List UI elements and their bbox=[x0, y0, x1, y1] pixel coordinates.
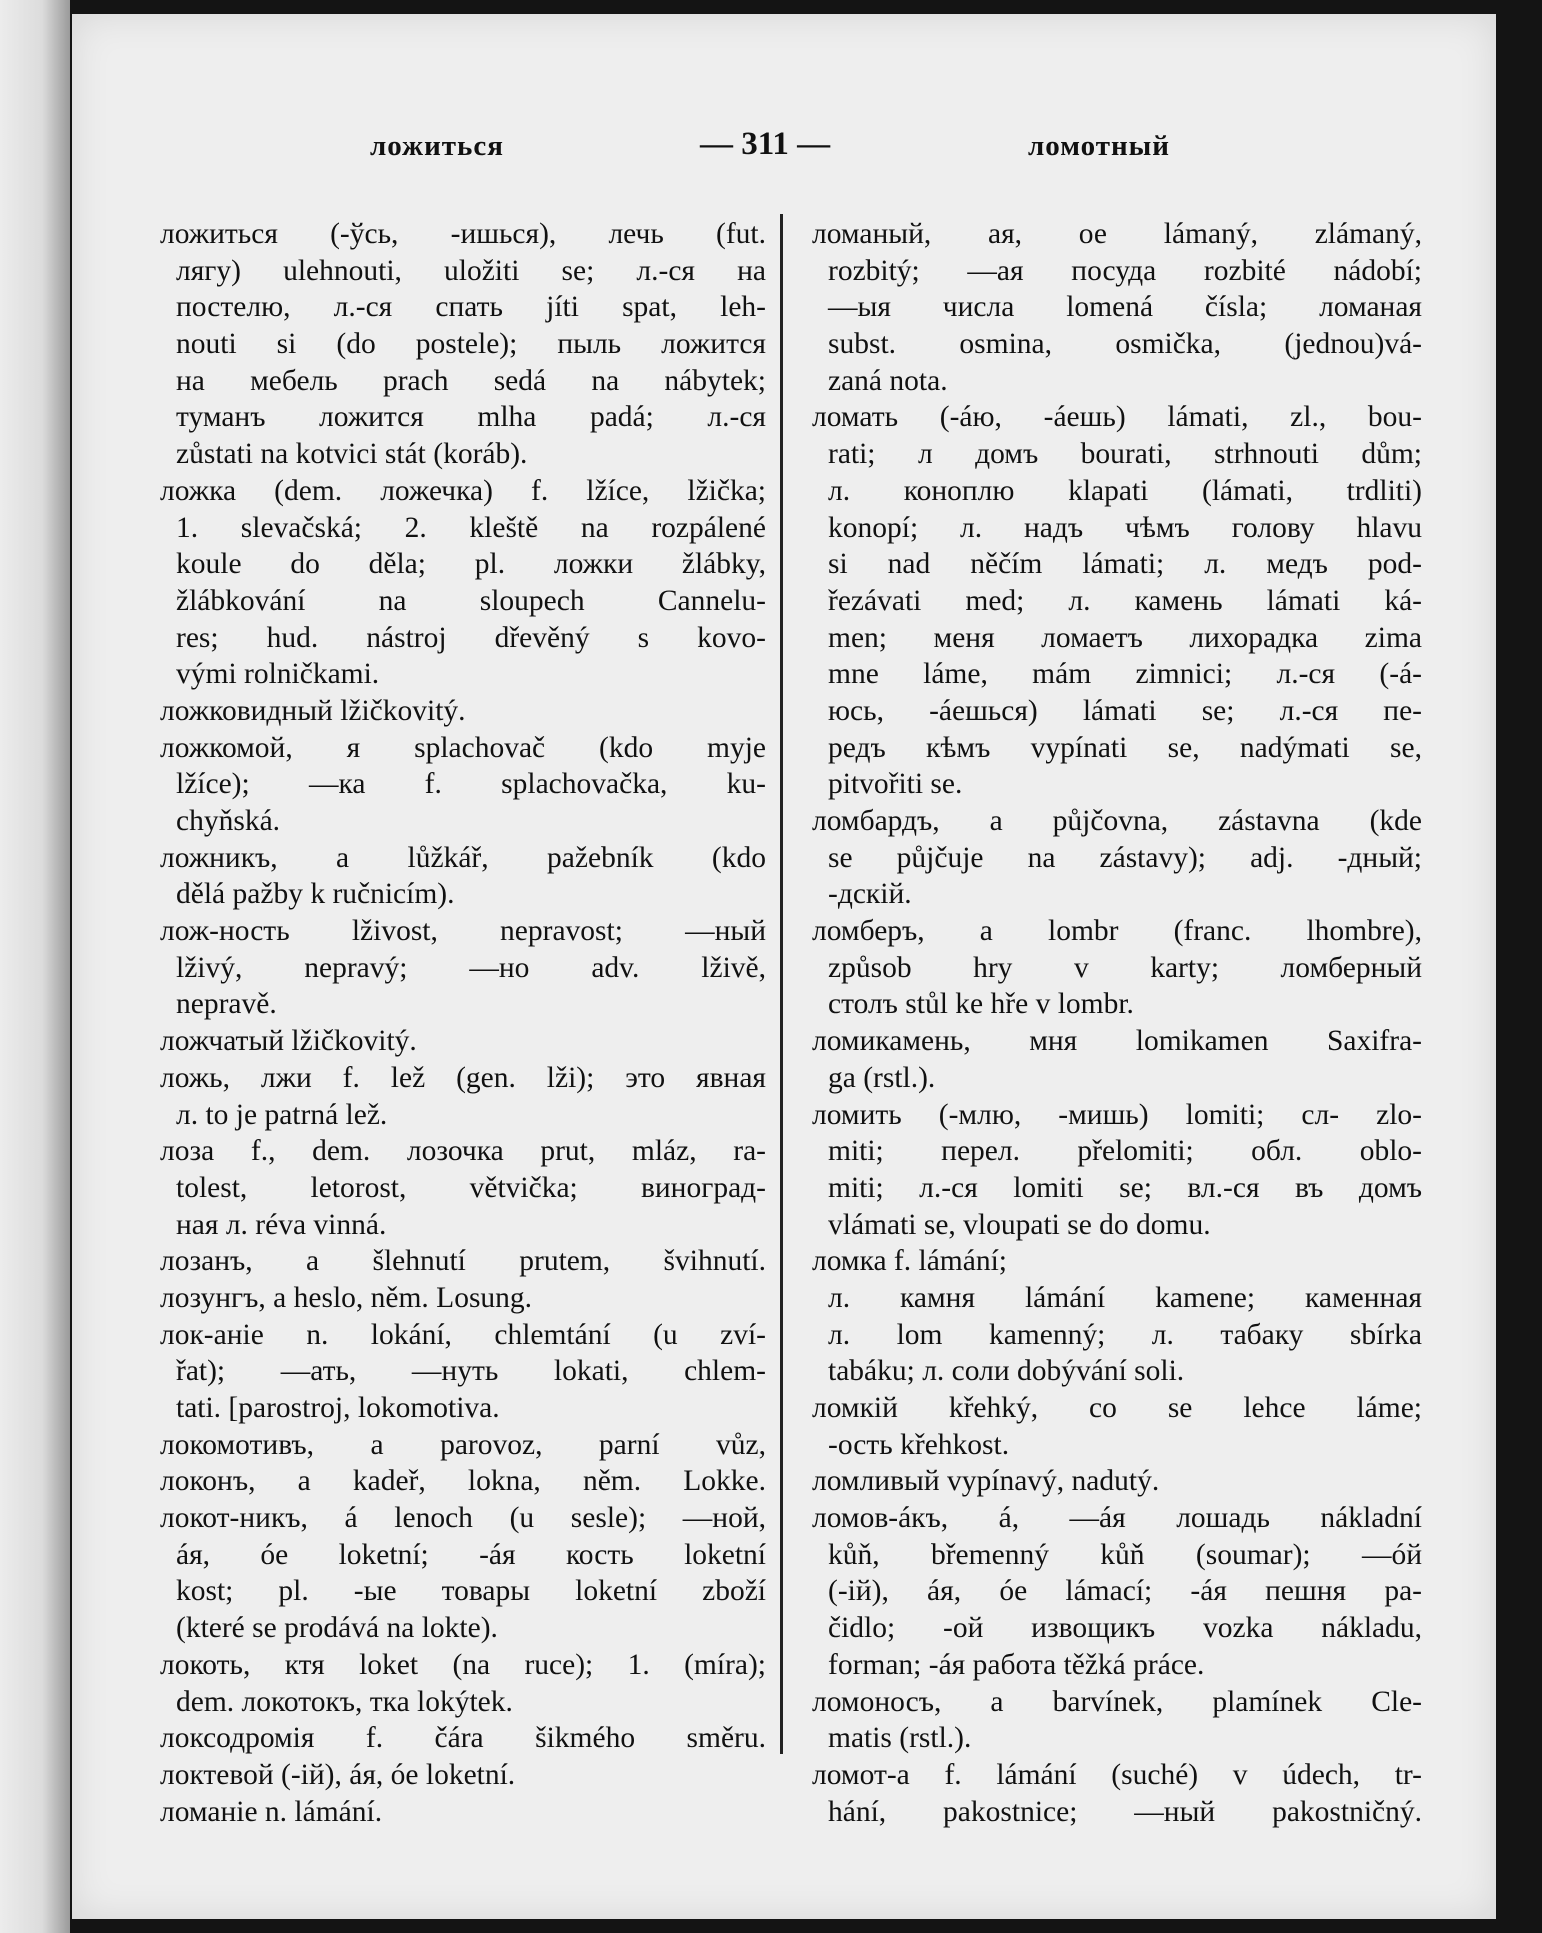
entry-line: ломикамень, мня lomikamen Saxifra- bbox=[812, 1025, 1422, 1058]
entry-line: dem. локотокъ, тка lokýtek. bbox=[176, 1685, 513, 1718]
entry-line: лож-ность lživost, nepravost; —ный bbox=[160, 915, 766, 948]
entry-line: forman; -áя работа těžká práce. bbox=[828, 1648, 1205, 1681]
entry-line: на мебель prach sedá na nábytek; bbox=[176, 364, 766, 397]
entry-line: konopí; л. надъ чѣмъ голову hlavu bbox=[828, 511, 1422, 544]
right-column bbox=[812, 216, 1422, 1830]
entry-line: туманъ ложится mlha padá; л.-ся bbox=[176, 401, 766, 434]
entry-line: лозанъ, а šlehnutí prutem, švihnutí. bbox=[160, 1245, 766, 1278]
entry-line: локсодромія f. čára šikmého směru. bbox=[160, 1722, 766, 1755]
entry-line: ломкій křehký, co se lehce láme; bbox=[812, 1392, 1422, 1424]
entry-line: ложка (dem. ложечка) f. lžíce, lžička; bbox=[160, 474, 766, 507]
entry-line: vlámati se, vloupati se do domu. bbox=[828, 1208, 1211, 1241]
entry-line: tolest, letorost, větvička; виноград- bbox=[176, 1171, 766, 1204]
entry-line: áя, óе loketní; -áя кость loketní bbox=[176, 1538, 766, 1571]
entry-line: způsob hry v karty; ломберный bbox=[828, 951, 1422, 984]
entry-line: редъ кѣмъ vypínati se, nadýmati se, bbox=[828, 731, 1422, 764]
entry-line: ложчатый lžičkovitý. bbox=[160, 1025, 417, 1058]
entry-line: rati; л домъ bourati, strhnouti dům; bbox=[828, 438, 1422, 471]
entry-line: лягу) ulehnouti, uložiti se; л.-ся на bbox=[176, 254, 766, 287]
entry-line: —ыя числа lomená čísla; ломаная bbox=[828, 291, 1422, 324]
header-left-guideword: ложиться bbox=[370, 130, 504, 162]
entry-line: (-ій), áя, óе lámací; -áя пешня pa- bbox=[828, 1575, 1422, 1608]
entry-line: (které se prodává na lokte). bbox=[176, 1612, 498, 1645]
entry-line: rozbitý; —ая посуда rozbité nádobí; bbox=[828, 254, 1422, 287]
entry-line: ломать (-áю, -áешь) lámati, zl., bou- bbox=[812, 401, 1422, 434]
entry-line: локомотивъ, a parovoz, parní vůz, bbox=[160, 1428, 766, 1461]
entry-line: řezávati med; л. камень lámati ká- bbox=[828, 584, 1422, 617]
entry-line: 1. slevačská; 2. kleště na rozpálené bbox=[176, 511, 766, 544]
entry-line: ломаніе n. lámání. bbox=[160, 1795, 383, 1828]
entry-line: л. камня lámání kamene; каменная bbox=[828, 1281, 1422, 1314]
entry-line: řat); —ать, —нуть lokati, chlem- bbox=[176, 1355, 766, 1388]
entry-line: mne láme, mám zimnici; л.-ся (-á- bbox=[828, 658, 1422, 691]
entry-line: ломаный, ая, ое lámaný, zlámaný, bbox=[812, 218, 1422, 250]
entry-line: ложковидный lžičkovitý. bbox=[160, 694, 466, 727]
dictionary-page bbox=[72, 14, 1496, 1919]
entry-line: zaná nota. bbox=[828, 364, 948, 397]
entry-line: локтевой (-ій), áя, óе loketní. bbox=[160, 1758, 516, 1791]
entry-line: ga (rstl.). bbox=[828, 1061, 936, 1094]
entry-line: miti; л.-ся lomiti se; вл.-ся въ домъ bbox=[828, 1171, 1422, 1204]
entry-line: л. lom kamenný; л. табаку sbírka bbox=[828, 1318, 1422, 1351]
entry-line: res; hud. nástroj dřevěný s kovo- bbox=[176, 621, 766, 654]
entry-line: ложникъ, а lůžkář, pažebník (kdo bbox=[160, 841, 766, 874]
entry-line: ломить (-млю, -мишь) lomiti; сл- zlo- bbox=[812, 1098, 1422, 1131]
header-right-guideword: ломотный bbox=[1028, 130, 1171, 162]
entry-line: ломберъ, а lombr (franc. lhombre), bbox=[812, 915, 1422, 948]
page-header bbox=[72, 126, 1496, 170]
entry-line: лок-аніе n. lokání, chlemtání (u zví- bbox=[160, 1318, 766, 1351]
previous-page-edge bbox=[0, 0, 70, 1933]
entry-line: ломка f. lámání; bbox=[812, 1245, 1007, 1278]
entry-line: tati. [parostroj, lokomotiva. bbox=[176, 1392, 500, 1424]
entry-line: л. коноплю klapati (lámati, trdliti) bbox=[828, 474, 1422, 507]
entry-line: л. to je patrná lež. bbox=[176, 1098, 388, 1131]
entry-line: men; меня ломаетъ лихорадка zima bbox=[828, 621, 1422, 654]
entry-line: vými rolničkami. bbox=[176, 658, 380, 691]
entry-line: tabáku; л. соли dobývání soli. bbox=[828, 1355, 1185, 1388]
column-divider bbox=[780, 214, 783, 1754]
entry-line: nepravě. bbox=[176, 988, 277, 1021]
entry-line: kůň, břemenný kůň (soumar); —óй bbox=[828, 1538, 1422, 1571]
entry-line: юсь, -áешься) lámati se; л.-ся пе- bbox=[828, 694, 1422, 727]
entry-line: subst. osmina, osmička, (jednou)vá- bbox=[828, 328, 1422, 361]
entry-line: локоть, ктя loket (na ruce); 1. (míra); bbox=[160, 1648, 766, 1681]
entry-line: ломот-а f. lámání (suché) v údech, tr- bbox=[812, 1758, 1422, 1791]
entry-line: si nad něčím lámati; л. медъ pod- bbox=[828, 548, 1422, 581]
entry-line: локонъ, а kadeř, lokna, něm. Lokke. bbox=[160, 1465, 766, 1498]
entry-line: čidlo; -ой извощикъ vozka nákladu, bbox=[828, 1612, 1422, 1645]
entry-line: лозунгъ, а heslo, něm. Losung. bbox=[160, 1281, 533, 1314]
entry-line: chyňská. bbox=[176, 805, 281, 837]
entry-line: ломоносъ, а barvínek, plamínek Cle- bbox=[812, 1685, 1422, 1718]
entry-line: koule do děla; pl. ложки žlábky, bbox=[176, 548, 766, 581]
page-number: — 311 — bbox=[700, 126, 831, 162]
entry-line: nouti si (do postele); пыль ложится bbox=[176, 328, 766, 361]
entry-line: se půjčuje na zástavy); adj. -дный; bbox=[828, 841, 1422, 874]
entry-line: kost; pl. -ые товары loketní zboží bbox=[176, 1575, 766, 1608]
entry-line: ная л. réva vinná. bbox=[176, 1208, 387, 1241]
entry-line: ложь, лжи f. lež (gen. lži); это явная bbox=[160, 1061, 766, 1094]
entry-line: локот-никъ, á lenoch (u sesle); —ной, bbox=[160, 1502, 766, 1535]
left-column bbox=[160, 216, 766, 1830]
entry-line: ложкомой, я splachovač (kdo myje bbox=[160, 731, 766, 764]
entry-line: lžíce); —ка f. splachovačka, ku- bbox=[176, 768, 766, 801]
entry-line: лоза f., dem. лозочка prut, mláz, ra- bbox=[160, 1135, 766, 1168]
entry-line: dělá pažby k ručnicím). bbox=[176, 878, 455, 911]
entry-line: ложиться (-ўсь, -ишься), лечь (fut. bbox=[160, 218, 766, 250]
entry-line: miti; перел. přelomiti; обл. oblo- bbox=[828, 1135, 1422, 1168]
entry-line: ломбардъ, а půjčovna, zástavna (kde bbox=[812, 805, 1422, 837]
entry-line: ломливый vypínavý, nadutý. bbox=[812, 1465, 1160, 1498]
entry-line: -дскій. bbox=[828, 878, 912, 911]
entry-line: zůstati na kotvici stát (koráb). bbox=[176, 438, 528, 471]
entry-line: постелю, л.-ся спать jíti spat, leh- bbox=[176, 291, 766, 324]
entry-line: lživý, nepravý; —но adv. lživě, bbox=[176, 951, 766, 984]
entry-line: hání, pakostnice; —ный pakostničný. bbox=[828, 1795, 1422, 1828]
entry-line: столъ stůl ke hře v lombr. bbox=[828, 988, 1134, 1021]
entry-line: -ость křehkost. bbox=[828, 1428, 1010, 1461]
entry-line: žlábkování na sloupech Cannelu- bbox=[176, 584, 766, 617]
entry-line: ломов-áкъ, á, —áя лошадь nákladní bbox=[812, 1502, 1422, 1535]
entry-line: pitvořiti se. bbox=[828, 768, 963, 801]
entry-line: matis (rstl.). bbox=[828, 1722, 972, 1755]
